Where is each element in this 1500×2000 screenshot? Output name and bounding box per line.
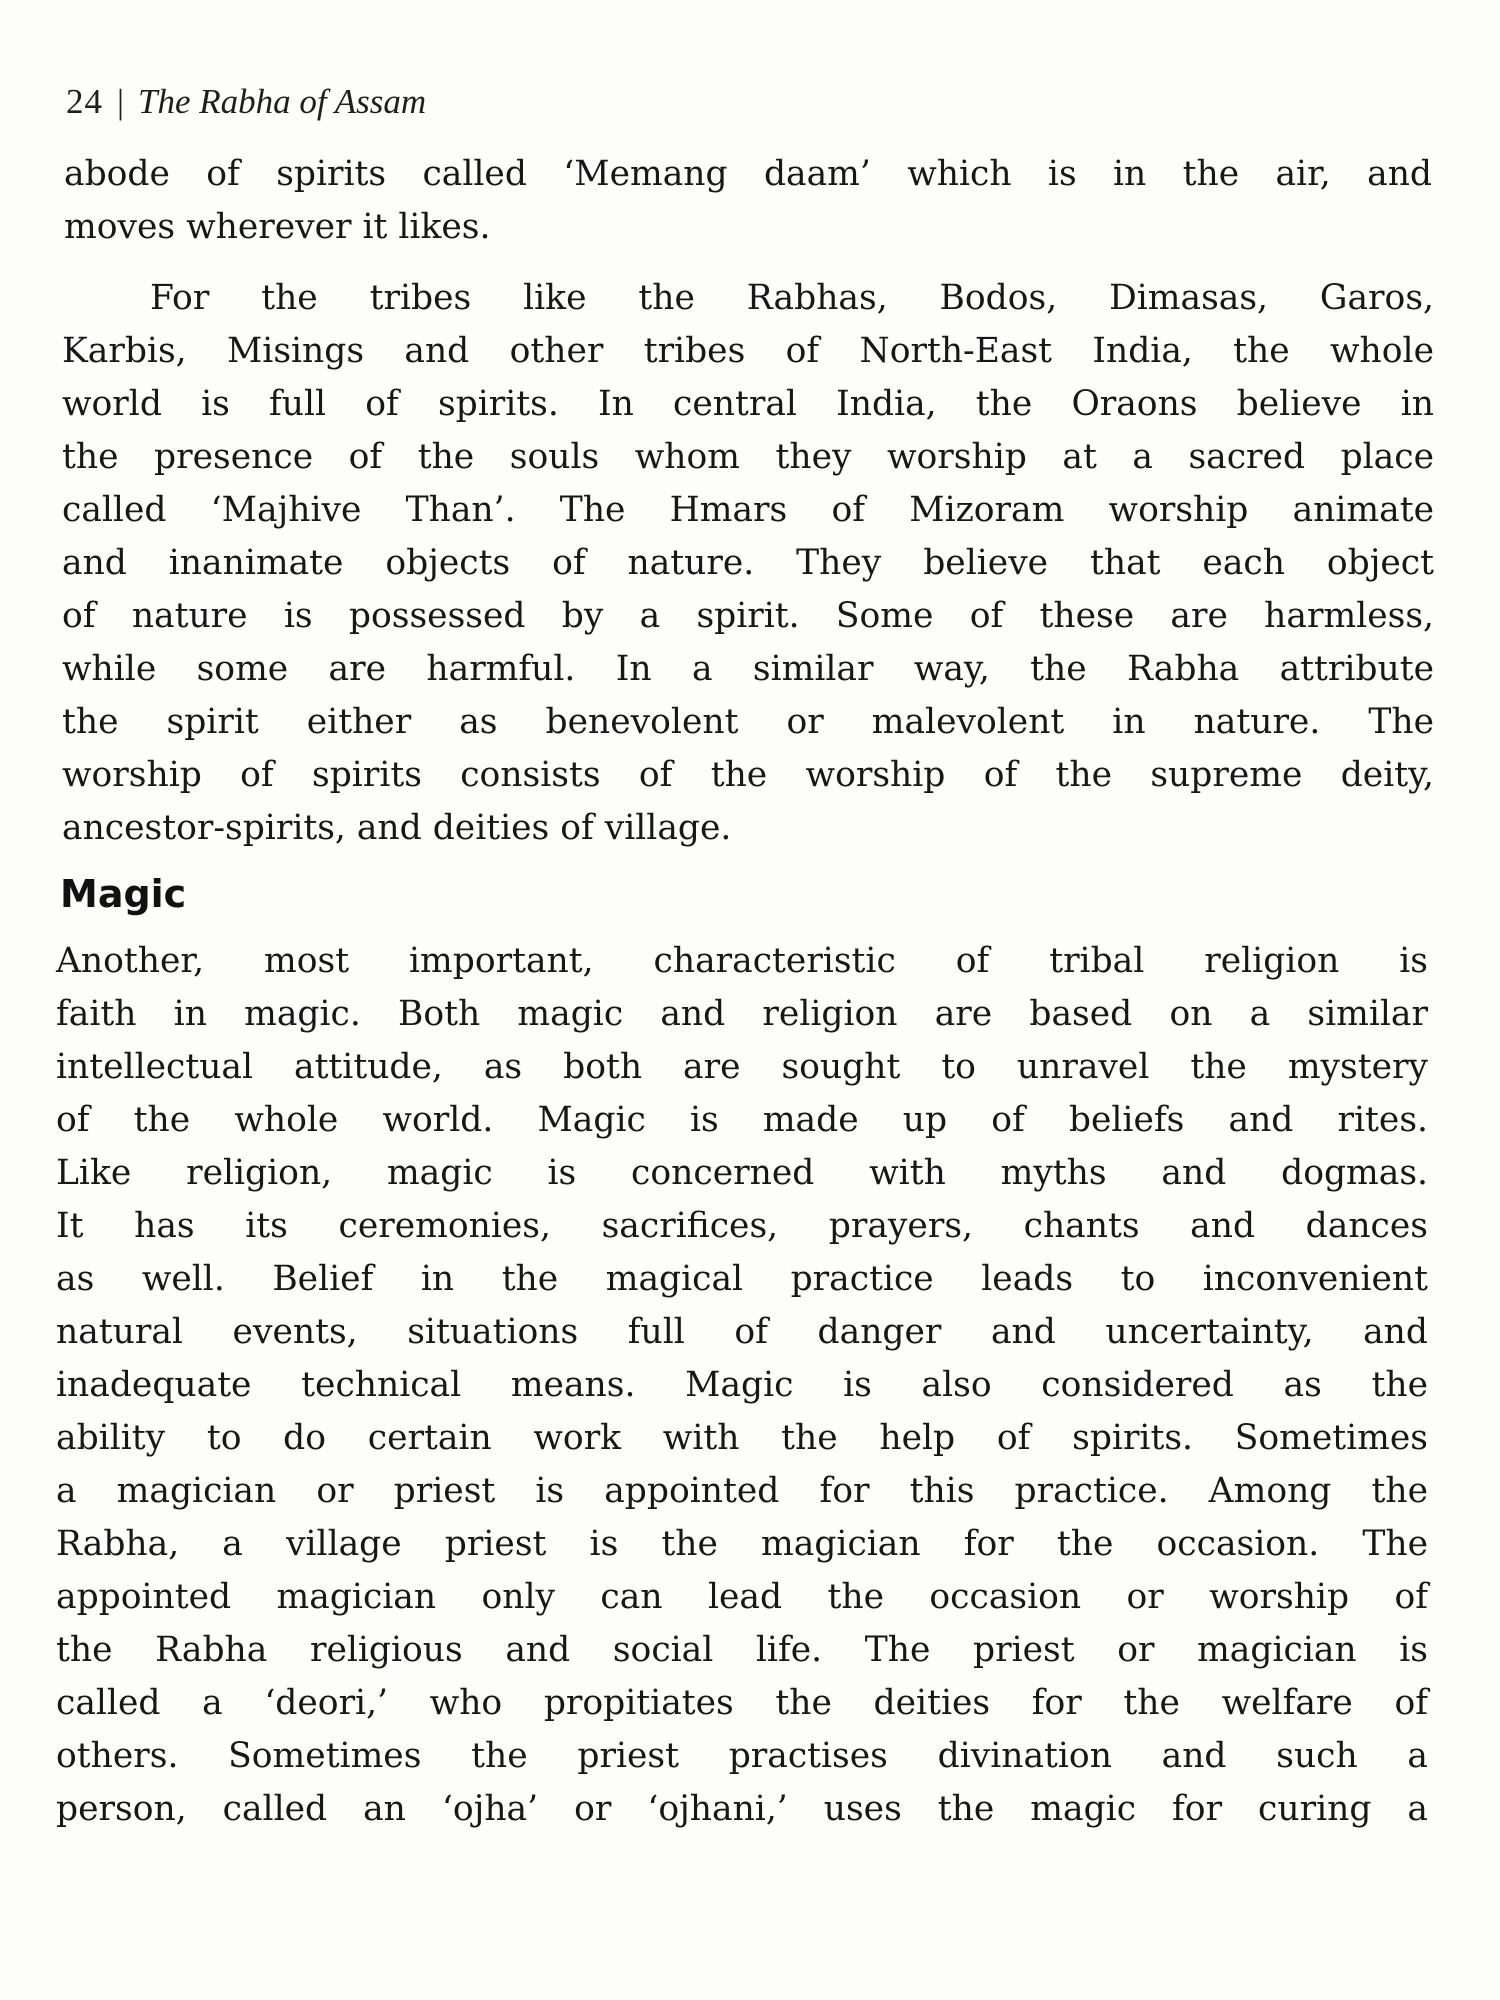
text-line: Another, most important, characteristic of tribal religion is: [56, 941, 1428, 981]
text-line: Karbis, Misings and other tribes of North-East India, the whole: [62, 331, 1434, 371]
text-line: worship of spirits consists of the worship of the supreme deity,: [62, 755, 1434, 795]
text-line: the Rabha religious and social life. The priest or magician is: [56, 1630, 1428, 1670]
text-line: while some are harmful. In a similar way, the Rabha attribute: [62, 649, 1434, 689]
text-line: abode of spirits called ‘Memang daam’ which is in the air, and: [64, 154, 1432, 194]
text-line: called ‘Majhive Than’. The Hmars of Mizoram worship animate: [62, 490, 1434, 530]
text-line: It has its ceremonies, sacrifices, prayers, chants and dances: [56, 1206, 1428, 1246]
text-line: person, called an ‘ojha’ or ‘ojhani,’ uses the magic for curing a: [56, 1789, 1428, 1829]
text-line: the spirit either as benevolent or malevolent in nature. The: [62, 702, 1434, 742]
text-line: a magician or priest is appointed for this practice. Among the: [56, 1471, 1428, 1511]
header-separator: |: [117, 82, 125, 121]
page-number: 24: [66, 82, 103, 121]
text-line: of nature is possessed by a spirit. Some of these are harmless,: [62, 596, 1434, 636]
text-line: Rabha, a village priest is the magician for the occasion. The: [56, 1524, 1428, 1564]
text-line: moves wherever it likes.: [64, 207, 491, 247]
paragraph-spirits: [62, 272, 1434, 855]
text-line: ability to do certain work with the help of spirits. Sometimes: [56, 1418, 1428, 1458]
text-line: ancestor-spirits, and deities of village.: [62, 808, 732, 848]
paragraph-magic: [56, 935, 1428, 1836]
running-head: [66, 80, 426, 124]
text-line: called a ‘deori,’ who propitiates the deities for the welfare of: [56, 1683, 1428, 1723]
text-line: Like religion, magic is concerned with myths and dogmas.: [56, 1153, 1428, 1193]
text-line: inadequate technical means. Magic is also considered as the: [56, 1365, 1428, 1405]
text-line: of the whole world. Magic is made up of beliefs and rites.: [56, 1100, 1428, 1140]
text-line: the presence of the souls whom they worship at a sacred place: [62, 437, 1434, 477]
text-line: as well. Belief in the magical practice leads to inconvenient: [56, 1259, 1428, 1299]
text-line: intellectual attitude, as both are sought to unravel the mystery: [56, 1047, 1428, 1087]
text-line: and inanimate objects of nature. They believe that each object: [62, 543, 1434, 583]
book-title: The Rabha of Assam: [138, 82, 427, 121]
paragraph-continuation: [64, 148, 1432, 254]
text-line: faith in magic. Both magic and religion are based on a similar: [56, 994, 1428, 1034]
text-line: world is full of spirits. In central India, the Oraons believe in: [62, 384, 1434, 424]
text-line: others. Sometimes the priest practises divination and such a: [56, 1736, 1428, 1776]
text-line: appointed magician only can lead the occasion or worship of: [56, 1577, 1428, 1617]
text-line: For the tribes like the Rabhas, Bodos, Dimasas, Garos,: [150, 278, 1434, 318]
section-heading: Magic: [60, 872, 187, 916]
text-line: natural events, situations full of danger and uncertainty, and: [56, 1312, 1428, 1352]
